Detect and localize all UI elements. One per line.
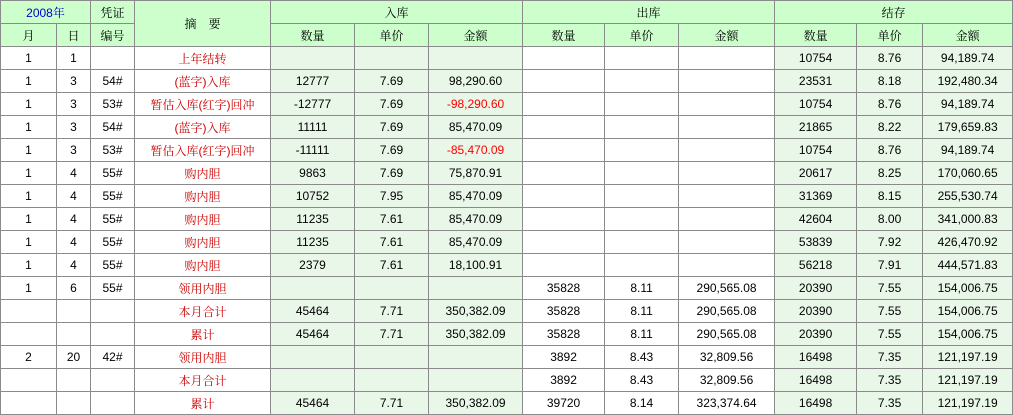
table-row bbox=[1, 323, 1013, 346]
day: 4 bbox=[57, 254, 91, 277]
bal-amt: 121,197.19 bbox=[923, 346, 1013, 369]
out-price bbox=[605, 231, 679, 254]
out-amt bbox=[679, 185, 775, 208]
header-voucher-no: 编号 bbox=[91, 24, 135, 47]
in-amt: 75,870.91 bbox=[429, 162, 523, 185]
bal-qty: 20390 bbox=[775, 277, 857, 300]
in-price bbox=[355, 346, 429, 369]
in-price: 7.69 bbox=[355, 116, 429, 139]
out-price bbox=[605, 254, 679, 277]
table-row bbox=[1, 208, 1013, 231]
month: 1 bbox=[1, 47, 57, 70]
bal-price: 7.55 bbox=[857, 300, 923, 323]
out-qty bbox=[523, 70, 605, 93]
bal-qty: 10754 bbox=[775, 93, 857, 116]
out-qty bbox=[523, 162, 605, 185]
day bbox=[57, 392, 91, 415]
out-qty bbox=[523, 231, 605, 254]
in-price: 7.69 bbox=[355, 162, 429, 185]
summary: 暂估入库(红字)回冲 bbox=[135, 139, 271, 162]
day: 3 bbox=[57, 116, 91, 139]
table-row bbox=[1, 369, 1013, 392]
day: 1 bbox=[57, 47, 91, 70]
in-qty: 2379 bbox=[271, 254, 355, 277]
header-group-out: 出库 bbox=[523, 1, 775, 24]
month: 1 bbox=[1, 231, 57, 254]
out-amt bbox=[679, 162, 775, 185]
bal-amt: 121,197.19 bbox=[923, 369, 1013, 392]
summary: (蓝字)入库 bbox=[135, 70, 271, 93]
out-amt: 290,565.08 bbox=[679, 323, 775, 346]
in-price bbox=[355, 47, 429, 70]
in-qty bbox=[271, 346, 355, 369]
table-row bbox=[1, 70, 1013, 93]
bal-qty: 20617 bbox=[775, 162, 857, 185]
bal-amt: 179,659.83 bbox=[923, 116, 1013, 139]
out-price: 8.11 bbox=[605, 300, 679, 323]
bal-amt: 154,006.75 bbox=[923, 323, 1013, 346]
out-price: 8.11 bbox=[605, 323, 679, 346]
bal-qty: 23531 bbox=[775, 70, 857, 93]
in-amt: 350,382.09 bbox=[429, 300, 523, 323]
bal-amt: 444,571.83 bbox=[923, 254, 1013, 277]
summary: 领用内胆 bbox=[135, 346, 271, 369]
out-qty: 3892 bbox=[523, 369, 605, 392]
day: 4 bbox=[57, 185, 91, 208]
bal-price: 7.35 bbox=[857, 346, 923, 369]
out-price bbox=[605, 139, 679, 162]
day: 4 bbox=[57, 231, 91, 254]
in-price: 7.71 bbox=[355, 300, 429, 323]
day: 3 bbox=[57, 70, 91, 93]
out-qty: 35828 bbox=[523, 277, 605, 300]
header-out-price: 单价 bbox=[605, 24, 679, 47]
header-in-amount: 金额 bbox=[429, 24, 523, 47]
summary: 本月合计 bbox=[135, 369, 271, 392]
bal-qty: 20390 bbox=[775, 300, 857, 323]
voucher: 54# bbox=[91, 70, 135, 93]
day: 20 bbox=[57, 346, 91, 369]
bal-amt: 94,189.74 bbox=[923, 47, 1013, 70]
summary: 上年结转 bbox=[135, 47, 271, 70]
out-price bbox=[605, 208, 679, 231]
summary: 领用内胆 bbox=[135, 277, 271, 300]
header-bal-amount: 金额 bbox=[923, 24, 1013, 47]
header-out-amount: 金额 bbox=[679, 24, 775, 47]
voucher: 53# bbox=[91, 93, 135, 116]
voucher: 55# bbox=[91, 162, 135, 185]
bal-qty: 56218 bbox=[775, 254, 857, 277]
bal-qty: 10754 bbox=[775, 47, 857, 70]
summary: 购内胆 bbox=[135, 208, 271, 231]
out-price bbox=[605, 47, 679, 70]
in-price: 7.71 bbox=[355, 323, 429, 346]
in-qty bbox=[271, 47, 355, 70]
in-amt: 350,382.09 bbox=[429, 323, 523, 346]
out-qty: 35828 bbox=[523, 323, 605, 346]
day: 6 bbox=[57, 277, 91, 300]
bal-price: 8.76 bbox=[857, 139, 923, 162]
bal-qty: 21865 bbox=[775, 116, 857, 139]
in-amt: 350,382.09 bbox=[429, 392, 523, 415]
month bbox=[1, 323, 57, 346]
out-qty bbox=[523, 254, 605, 277]
voucher: 42# bbox=[91, 346, 135, 369]
bal-price: 8.76 bbox=[857, 93, 923, 116]
in-amt bbox=[429, 369, 523, 392]
voucher: 55# bbox=[91, 185, 135, 208]
out-qty: 3892 bbox=[523, 346, 605, 369]
voucher: 53# bbox=[91, 139, 135, 162]
table-row bbox=[1, 139, 1013, 162]
bal-amt: 154,006.75 bbox=[923, 277, 1013, 300]
voucher: 54# bbox=[91, 116, 135, 139]
table-header bbox=[1, 1, 1013, 47]
bal-qty: 53839 bbox=[775, 231, 857, 254]
in-qty: 10752 bbox=[271, 185, 355, 208]
in-amt: 85,470.09 bbox=[429, 185, 523, 208]
bal-amt: 154,006.75 bbox=[923, 300, 1013, 323]
in-amt: 18,100.91 bbox=[429, 254, 523, 277]
in-price bbox=[355, 277, 429, 300]
in-qty: 9863 bbox=[271, 162, 355, 185]
month: 1 bbox=[1, 139, 57, 162]
table-row bbox=[1, 254, 1013, 277]
day: 3 bbox=[57, 93, 91, 116]
voucher: 55# bbox=[91, 208, 135, 231]
voucher: 55# bbox=[91, 231, 135, 254]
in-amt bbox=[429, 277, 523, 300]
month: 1 bbox=[1, 277, 57, 300]
in-amt: -98,290.60 bbox=[429, 93, 523, 116]
voucher: 55# bbox=[91, 254, 135, 277]
in-amt bbox=[429, 346, 523, 369]
summary: 购内胆 bbox=[135, 231, 271, 254]
header-voucher-group: 凭证 bbox=[91, 1, 135, 24]
in-amt: -85,470.09 bbox=[429, 139, 523, 162]
header-day: 日 bbox=[57, 24, 91, 47]
voucher: 55# bbox=[91, 277, 135, 300]
in-price: 7.61 bbox=[355, 208, 429, 231]
table-row bbox=[1, 47, 1013, 70]
header-bal-price: 单价 bbox=[857, 24, 923, 47]
table-body bbox=[1, 47, 1013, 415]
table-row bbox=[1, 93, 1013, 116]
bal-price: 7.35 bbox=[857, 392, 923, 415]
in-price bbox=[355, 369, 429, 392]
out-amt: 32,809.56 bbox=[679, 369, 775, 392]
summary: 累计 bbox=[135, 392, 271, 415]
out-price bbox=[605, 162, 679, 185]
bal-amt: 94,189.74 bbox=[923, 93, 1013, 116]
bal-qty: 16498 bbox=[775, 392, 857, 415]
out-qty bbox=[523, 47, 605, 70]
header-out-qty: 数量 bbox=[523, 24, 605, 47]
bal-qty: 16498 bbox=[775, 369, 857, 392]
bal-price: 8.76 bbox=[857, 47, 923, 70]
out-price: 8.11 bbox=[605, 277, 679, 300]
voucher bbox=[91, 323, 135, 346]
bal-amt: 170,060.65 bbox=[923, 162, 1013, 185]
out-amt: 323,374.64 bbox=[679, 392, 775, 415]
day bbox=[57, 369, 91, 392]
header-year: 2008年 bbox=[1, 1, 91, 24]
in-amt: 85,470.09 bbox=[429, 116, 523, 139]
month: 1 bbox=[1, 70, 57, 93]
bal-price: 8.25 bbox=[857, 162, 923, 185]
bal-price: 8.18 bbox=[857, 70, 923, 93]
voucher bbox=[91, 392, 135, 415]
header-group-balance: 结存 bbox=[775, 1, 1013, 24]
day: 3 bbox=[57, 139, 91, 162]
in-price: 7.69 bbox=[355, 70, 429, 93]
table-row bbox=[1, 185, 1013, 208]
out-amt bbox=[679, 47, 775, 70]
day bbox=[57, 323, 91, 346]
bal-qty: 20390 bbox=[775, 323, 857, 346]
in-qty: 11235 bbox=[271, 208, 355, 231]
bal-amt: 94,189.74 bbox=[923, 139, 1013, 162]
in-amt: 98,290.60 bbox=[429, 70, 523, 93]
out-qty bbox=[523, 139, 605, 162]
header-in-price: 单价 bbox=[355, 24, 429, 47]
table-row bbox=[1, 346, 1013, 369]
day bbox=[57, 300, 91, 323]
summary: 购内胆 bbox=[135, 185, 271, 208]
day: 4 bbox=[57, 208, 91, 231]
month: 1 bbox=[1, 185, 57, 208]
out-qty bbox=[523, 93, 605, 116]
voucher bbox=[91, 47, 135, 70]
in-price: 7.61 bbox=[355, 231, 429, 254]
out-amt bbox=[679, 208, 775, 231]
out-price bbox=[605, 93, 679, 116]
bal-qty: 31369 bbox=[775, 185, 857, 208]
out-price bbox=[605, 116, 679, 139]
header-summary: 摘 要 bbox=[135, 1, 271, 47]
in-qty bbox=[271, 369, 355, 392]
in-qty: -11111 bbox=[271, 139, 355, 162]
voucher bbox=[91, 300, 135, 323]
out-amt bbox=[679, 116, 775, 139]
in-price: 7.69 bbox=[355, 139, 429, 162]
bal-price: 7.35 bbox=[857, 369, 923, 392]
in-qty: 45464 bbox=[271, 300, 355, 323]
bal-amt: 192,480.34 bbox=[923, 70, 1013, 93]
in-price: 7.71 bbox=[355, 392, 429, 415]
out-amt bbox=[679, 70, 775, 93]
out-qty bbox=[523, 185, 605, 208]
month bbox=[1, 369, 57, 392]
bal-amt: 426,470.92 bbox=[923, 231, 1013, 254]
bal-price: 7.55 bbox=[857, 323, 923, 346]
bal-price: 8.22 bbox=[857, 116, 923, 139]
header-group-in: 入库 bbox=[271, 1, 523, 24]
out-amt: 32,809.56 bbox=[679, 346, 775, 369]
month bbox=[1, 392, 57, 415]
month bbox=[1, 300, 57, 323]
out-price bbox=[605, 70, 679, 93]
summary: 暂估入库(红字)回冲 bbox=[135, 93, 271, 116]
in-qty: 11111 bbox=[271, 116, 355, 139]
in-qty: 12777 bbox=[271, 70, 355, 93]
out-price: 8.14 bbox=[605, 392, 679, 415]
bal-amt: 255,530.74 bbox=[923, 185, 1013, 208]
bal-qty: 42604 bbox=[775, 208, 857, 231]
bal-price: 8.00 bbox=[857, 208, 923, 231]
out-price: 8.43 bbox=[605, 369, 679, 392]
header-month: 月 bbox=[1, 24, 57, 47]
summary: 购内胆 bbox=[135, 254, 271, 277]
bal-price: 7.91 bbox=[857, 254, 923, 277]
in-amt bbox=[429, 47, 523, 70]
in-amt: 85,470.09 bbox=[429, 231, 523, 254]
in-qty bbox=[271, 277, 355, 300]
header-in-qty: 数量 bbox=[271, 24, 355, 47]
out-amt bbox=[679, 139, 775, 162]
table-row bbox=[1, 300, 1013, 323]
month: 1 bbox=[1, 116, 57, 139]
out-amt bbox=[679, 93, 775, 116]
table-row bbox=[1, 116, 1013, 139]
out-price: 8.43 bbox=[605, 346, 679, 369]
bal-qty: 10754 bbox=[775, 139, 857, 162]
in-price: 7.61 bbox=[355, 254, 429, 277]
in-qty: 11235 bbox=[271, 231, 355, 254]
voucher bbox=[91, 369, 135, 392]
day: 4 bbox=[57, 162, 91, 185]
in-price: 7.95 bbox=[355, 185, 429, 208]
summary: 累计 bbox=[135, 323, 271, 346]
table-row bbox=[1, 277, 1013, 300]
month: 1 bbox=[1, 208, 57, 231]
month: 1 bbox=[1, 93, 57, 116]
in-qty: 45464 bbox=[271, 392, 355, 415]
out-amt bbox=[679, 231, 775, 254]
header-bal-qty: 数量 bbox=[775, 24, 857, 47]
month: 2 bbox=[1, 346, 57, 369]
bal-amt: 341,000.83 bbox=[923, 208, 1013, 231]
bal-price: 7.55 bbox=[857, 277, 923, 300]
header-row-1 bbox=[1, 1, 1013, 24]
bal-price: 8.15 bbox=[857, 185, 923, 208]
table-row bbox=[1, 231, 1013, 254]
summary: (蓝字)入库 bbox=[135, 116, 271, 139]
table-row bbox=[1, 162, 1013, 185]
out-amt bbox=[679, 254, 775, 277]
in-price: 7.69 bbox=[355, 93, 429, 116]
month: 1 bbox=[1, 254, 57, 277]
out-qty bbox=[523, 116, 605, 139]
month: 1 bbox=[1, 162, 57, 185]
in-qty: 45464 bbox=[271, 323, 355, 346]
summary: 本月合计 bbox=[135, 300, 271, 323]
bal-price: 7.92 bbox=[857, 231, 923, 254]
bal-amt: 121,197.19 bbox=[923, 392, 1013, 415]
bal-qty: 16498 bbox=[775, 346, 857, 369]
out-qty: 35828 bbox=[523, 300, 605, 323]
in-qty: -12777 bbox=[271, 93, 355, 116]
table-row bbox=[1, 392, 1013, 415]
out-qty bbox=[523, 208, 605, 231]
out-qty: 39720 bbox=[523, 392, 605, 415]
out-amt: 290,565.08 bbox=[679, 277, 775, 300]
in-amt: 85,470.09 bbox=[429, 208, 523, 231]
out-amt: 290,565.08 bbox=[679, 300, 775, 323]
summary: 购内胆 bbox=[135, 162, 271, 185]
out-price bbox=[605, 185, 679, 208]
